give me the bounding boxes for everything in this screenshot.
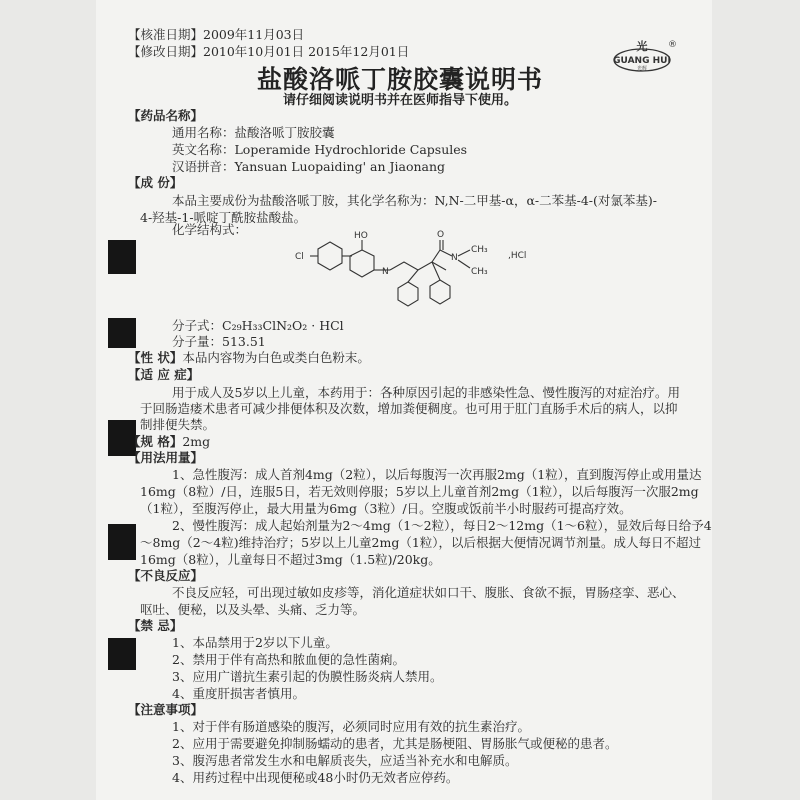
indications-text: 于回肠造瘘术患者可减少排便体积及次数，增加粪便稠度。也可用于肛门直肠手术后的病人，以抑 [140,401,678,416]
atom-label: N [382,267,389,277]
section-heading-composition: 【成 份】 [128,175,183,190]
atom-label: N [451,253,458,263]
chemical-structure [290,222,550,322]
registration-bar [108,240,136,274]
atom-label: CH₃ [471,245,488,255]
adverse-text: 不良反应轻，可出现过敏如皮疹等，消化道症状如口干、腹胀、食欲不振，胃肠痉挛、恶心、 [172,585,685,600]
logo-chinese: 光辉 [636,66,648,72]
registration-bar [108,524,136,560]
generic-name: 通用名称：盐酸洛哌丁胺胶囊 [172,125,335,140]
properties-row [128,350,370,366]
dosage-text: 16mg（8粒）/日，连服5日，若无效则停服；5岁以上儿童首剂2mg（1粒），以后每腹泻一次服2mg [140,484,699,499]
logo-mark: ® [668,40,677,50]
registration-bar [108,638,136,670]
section-heading-contraindications: 【禁 忌】 [128,618,183,633]
spec-row [128,434,210,450]
revision-date: 【修改日期】2010年10月01日 2015年12月01日 [128,44,410,59]
formula-label: 分子式： [172,318,223,333]
section-heading-precautions: 【注意事项】 [128,702,204,717]
contra-item: 2、禁用于伴有高热和脓血便的急性菌痢。 [172,652,405,667]
precaution-item: 1、对于伴有肠道感染的腹泻，必须同时应用有效的抗生素治疗。 [172,719,530,734]
contra-item: 4、重度肝损害者慎用。 [172,686,305,701]
section-heading-drug-name: 【药品名称】 [128,108,204,123]
contra-item: 3、应用广谱抗生素引起的伪膜性肠炎病人禁用。 [172,669,443,684]
dosage-text: 16mg（8粒），儿童每日不超过3mg（1.5粒)/20kg。 [140,552,441,567]
atom-label: O [437,230,445,240]
adverse-text: 呕吐、便秘，以及头晕、头痛、乏力等。 [140,602,366,617]
approval-date: 【核准日期】2009年11月03日 [128,27,305,42]
atom-label: ,HCl [508,251,527,261]
indications-text: 用于成人及5岁以上儿童，本药用于：各种原因引起的非感染性急、慢性腹泻的对症治疗。用 [172,385,680,400]
indications-text: 制排便失禁。 [140,417,216,432]
spec-text: 2mg [182,434,211,449]
dosage-text: （1粒），至腹泻停止，最大用量为6mg（3粒）/日。空腹或饭前半小时服药可提高疗效。 [140,501,632,516]
precaution-item: 3、腹泻患者常发生水和电解质丧失，应适当补充水和电解质。 [172,753,518,768]
atom-label: HO [354,231,368,241]
page-subtitle: 请仔细阅读说明书并在医师指导下使用。 [282,93,517,108]
section-heading-indications: 【适 应 症】 [128,367,200,382]
logo-top-glyph: 光 [636,40,648,53]
section-heading-properties: 【性 状】 [128,350,183,365]
properties-text: 本品内容物为白色或类白色粉末。 [182,350,370,365]
english-name: 英文名称：Loperamide Hydrochloride Capsules [172,142,468,157]
dosage-text: 2、慢性腹泻：成人起始剂量为2～4mg（1～2粒），每日2～12mg（1～6粒），显效后每日给予4 [172,518,712,533]
logo-text: GUANG HUI [613,56,671,66]
precaution-item: 4、用药过程中出现便秘或48小时仍无效者应停药。 [172,770,459,785]
molecular-weight: 分子量：513.51 [172,334,266,349]
page-title: 盐酸洛哌丁胺胶囊说明书 [256,65,543,94]
precaution-item: 2、应用于需要避免抑制肠蠕动的患者，尤其是肠梗阻、胃肠胀气或便秘的患者。 [172,736,618,751]
composition-text: 本品主要成份为盐酸洛哌丁胺，其化学名称为：N,N-二甲基-α，α-二苯基-4-(对氯苯基)- [172,193,657,208]
section-heading-dosage: 【用法用量】 [128,450,204,465]
pinyin-name: 汉语拼音：Yansuan Luopaiding' an Jiaonang [172,159,446,174]
atom-label: Cl [295,252,304,262]
atom-label: CH₃ [471,267,488,277]
dosage-text: 1、急性腹泻：成人首剂4mg（2粒），以后每腹泻一次再服2mg（1粒），直到腹泻停止或用量达 [172,467,702,482]
contra-item: 1、本品禁用于2岁以下儿童。 [172,635,338,650]
section-heading-adverse: 【不良反应】 [128,568,204,583]
molecular-formula [172,318,344,334]
structure-label: 化学结构式： [172,222,248,237]
dosage-text: ～8mg（2～4粒)维持治疗；5岁以上儿童2mg（1粒），以后根据大便情况调节剂量。成人每日不超过 [140,535,702,550]
section-heading-spec: 【规 格】 [128,434,183,449]
registration-bar [108,318,136,348]
formula-value: C₂₉H₃₃ClN₂O₂ · HCl [222,318,344,333]
composition-text: 4-羟基-1-哌啶丁酰胺盐酸盐。 [140,210,307,225]
